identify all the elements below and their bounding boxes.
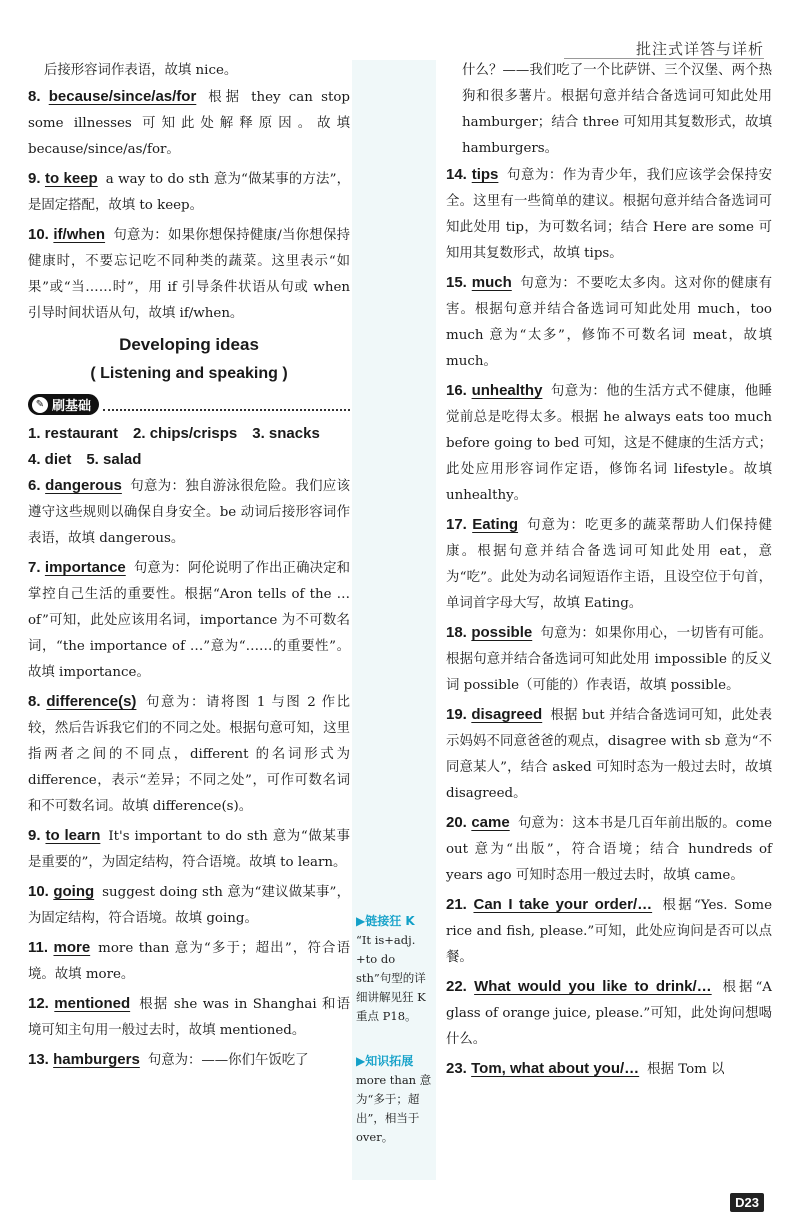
- item-answer: more: [53, 939, 91, 956]
- badge-label: 刷基础: [52, 399, 92, 414]
- right-column: [446, 58, 772, 1086]
- item-number: 15.: [446, 274, 467, 291]
- item-number: 19.: [446, 706, 467, 723]
- answer-item: [446, 620, 772, 699]
- item-explanation: 句意为：作为青少年，我们应该学会保持安全。这里有一些简单的建议。根据句意并结合备选词可知此处用 tip，为可数名词；结合 Here are some 可知用其复数形式，故填 tips。: [446, 168, 773, 261]
- side-note-extension-text: more than 意为“多于；超出”，相当于 over。: [356, 1073, 432, 1144]
- item-explanation: more than 意为“多于；超出”，符合语境。故填 more。: [28, 941, 350, 982]
- answer-item: [28, 222, 350, 327]
- item-number: 12.: [28, 995, 49, 1012]
- item-answer: to keep: [44, 170, 98, 187]
- item-explanation: 根据“Yes. Some rice and fish, please.”可知，此处应询问是否可以点餐。: [446, 898, 773, 965]
- answer-item: [446, 892, 772, 971]
- item-explanation: 句意为：——你们午饭吃了: [147, 1053, 309, 1068]
- item-explanation: 根据 they can stop some illnesses 可知此处解释原因。故填 because/since/as/for。: [28, 90, 350, 157]
- answer-item: [446, 1056, 772, 1083]
- item-number: 9.: [28, 827, 41, 844]
- answer-item: [28, 879, 350, 932]
- item-explanation: 句意为：吃更多的蔬菜帮助人们保持健康。根据句意并结合备选词可知此处用 eat，意为“吃”。此处为动名词短语作主语，且设空位于句首，单词首字母大写，故填 Eating。: [446, 518, 772, 611]
- answer-item: [446, 974, 772, 1053]
- item-number: 14.: [446, 166, 467, 183]
- item-explanation: 句意为：不要吃太多肉。这对你的健康有害。根据句意并结合备选词可知此处用 much，too much 意为“太多”，修饰不可数名词 meat，故填 much。: [446, 276, 773, 369]
- item-13-continued: 什么？——我们吃了一个比萨饼、三个汉堡、两个热狗和很多薯片。根据句意并结合备选词可知此处用 hamburger；结合 three 可知用其复数形式，故填 hamburgers。: [462, 63, 772, 156]
- item-number: 22.: [446, 978, 467, 995]
- side-note-link-tag: ▶链接狂 K: [356, 914, 415, 928]
- item-explanation: 句意为：阿伦说明了作出正确决定和掌控自己生活的重要性。根据“Aron tells of the … of”可知，此处应该用名词，importance 为不可数名词，“the importance of …”意为“……的重要性”。故填 importance。: [28, 561, 350, 680]
- item-number: 18.: [446, 624, 467, 641]
- item-answer: importance: [44, 559, 126, 576]
- item-explanation: 根据 Tom 以: [647, 1062, 725, 1077]
- item-number: 11.: [28, 939, 49, 956]
- side-note-extension: [356, 1052, 434, 1147]
- item-answer: much: [471, 274, 512, 291]
- item-number: 10.: [28, 883, 49, 900]
- item-number: 7.: [28, 559, 41, 576]
- item-explanation: 句意为：他的生活方式不健康，他睡觉前总是吃得太多。根据 he always eats too much before going to bed 可知，这是不健康的生活方式；此处应用形容词作定语，修饰名词 lifestyle。故填 unhealthy。: [446, 384, 772, 503]
- item-explanation: 根据“A glass of orange juice, please.”可知，此处询问想喝什么。: [446, 980, 772, 1047]
- item-explanation: 句意为：独自游泳很危险。我们应该遵守这些规则以确保自身安全。be 动词后接形容词作表语，故填 dangerous。: [28, 479, 351, 546]
- item-number: 10.: [28, 226, 49, 243]
- pencil-icon: ✎: [32, 397, 48, 413]
- item-answer: came: [471, 814, 510, 831]
- item-answer: if/when: [53, 226, 106, 243]
- item-number: 9.: [28, 170, 41, 187]
- answer-item: [446, 810, 772, 889]
- dotted-divider: [103, 399, 350, 411]
- item-answer: unhealthy: [471, 382, 543, 399]
- page-header: 批注式详答与详析: [635, 40, 764, 58]
- answer-item: [446, 270, 772, 375]
- item-explanation: 句意为：请将图 1 与图 2 作比较，然后告诉我它们的不同之处。根据句意可知，这里指两者之间的不同点，different 的名词形式为 difference，表示“差异；不同之处”，可作可数名词和不可数名词。故填 difference(s)。: [28, 695, 350, 814]
- item-answer: possible: [471, 624, 533, 641]
- item-answer: to learn: [45, 827, 101, 844]
- answer-item: [446, 702, 772, 807]
- item-number: 17.: [446, 516, 467, 533]
- right-items: [446, 162, 772, 1083]
- side-note-extension-tag: ▶知识拓展: [356, 1054, 414, 1068]
- item-number: 21.: [446, 896, 467, 913]
- item-number: 6.: [28, 477, 41, 494]
- section-title: Developing ideas: [119, 335, 259, 354]
- item-explanation: a way to do sth 意为“做某事的方法”，是固定搭配，故填 to keep。: [28, 172, 351, 213]
- left-column: [28, 58, 350, 1077]
- item-answer: What would you like to drink/…: [474, 978, 712, 995]
- answer-line-2: 4. diet 5. salad: [28, 451, 142, 468]
- side-note-link-text: “It is+adj. +to do sth”句型的详细讲解见狂 K 重点 P18。: [356, 933, 426, 1023]
- basic-practice-badge: [28, 394, 99, 415]
- answer-line-1: 1. restaurant 2. chips/crisps 3. snacks: [28, 425, 320, 442]
- item-answer: disagreed: [471, 706, 543, 723]
- item-explanation: It's important to do sth 意为“做某事是重要的”，为固定结构，符合语境。故填 to learn。: [28, 829, 350, 870]
- left-items-after: [28, 473, 350, 1074]
- side-note-link: [356, 912, 434, 1026]
- item-answer: tips: [471, 166, 499, 183]
- page-number: D23: [730, 1193, 764, 1212]
- item-number: 20.: [446, 814, 467, 831]
- item-explanation: 根据 she was in Shanghai 和语境可知主句用一般过去时，故填 mentioned。: [28, 997, 351, 1038]
- item-number: 8.: [28, 693, 41, 710]
- answer-item: [28, 555, 350, 686]
- item-answer: mentioned: [54, 995, 131, 1012]
- item-explanation: 句意为：如果你用心，一切皆有可能。根据句意并结合备选词可知此处用 impossible 的反义词 possible（可能的）作表语，故填 possible。: [446, 626, 772, 693]
- item-explanation: 句意为：这本书是几百年前出版的。come out 意为“出版”，符合语境；结合 hundreds of years ago 可知时态用一般过去时，故填 came。: [446, 816, 772, 883]
- answer-item: [446, 512, 772, 617]
- item-number: 16.: [446, 382, 467, 399]
- answer-item: [28, 1047, 350, 1074]
- item-answer: hamburgers: [53, 1051, 140, 1068]
- item-explanation: 句意为：如果你想保持健康/当你想保持健康时，不要忘记吃不同种类的蔬菜。这里表示“如果”或“当……时”，用 if 引导条件状语从句或 when 引导时间状语从句，故填 if/when。: [28, 228, 350, 321]
- item-explanation: suggest doing sth 意为“建议做某事”，为固定结构，符合语境。故填 going。: [28, 885, 350, 926]
- item-number: 23.: [446, 1060, 467, 1077]
- answer-item: [28, 991, 350, 1044]
- item-answer: Can I take your order/…: [473, 896, 653, 913]
- answer-item: [28, 166, 350, 219]
- answer-item: [28, 823, 350, 876]
- item-answer: Eating: [472, 516, 519, 533]
- left-top-line: 后接形容词作表语，故填 nice。: [44, 63, 238, 78]
- item-answer: because/since/as/for: [48, 88, 197, 105]
- answer-item: [446, 378, 772, 509]
- item-number: 13.: [28, 1051, 49, 1068]
- item-number: 8.: [28, 88, 41, 105]
- answer-item: [28, 84, 350, 163]
- item-answer: going: [53, 883, 95, 900]
- item-answer: dangerous: [45, 477, 122, 494]
- section-subtitle: ( Listening and speaking ): [90, 365, 288, 382]
- left-items-before: [28, 84, 350, 327]
- answer-item: [28, 689, 350, 820]
- answer-item: [28, 473, 350, 552]
- item-explanation: 根据 but 并结合备选词可知，此处表示妈妈不同意爸爸的观点，disagree with sb 意为“不同意某人”，结合 asked 可知时态为一般过去时，故填 disagreed。: [446, 708, 772, 801]
- answer-item: [446, 162, 772, 267]
- item-answer: Tom, what about you/…: [471, 1060, 640, 1077]
- badge-row: [28, 394, 350, 415]
- item-answer: difference(s): [46, 693, 137, 710]
- answer-item: [28, 935, 350, 988]
